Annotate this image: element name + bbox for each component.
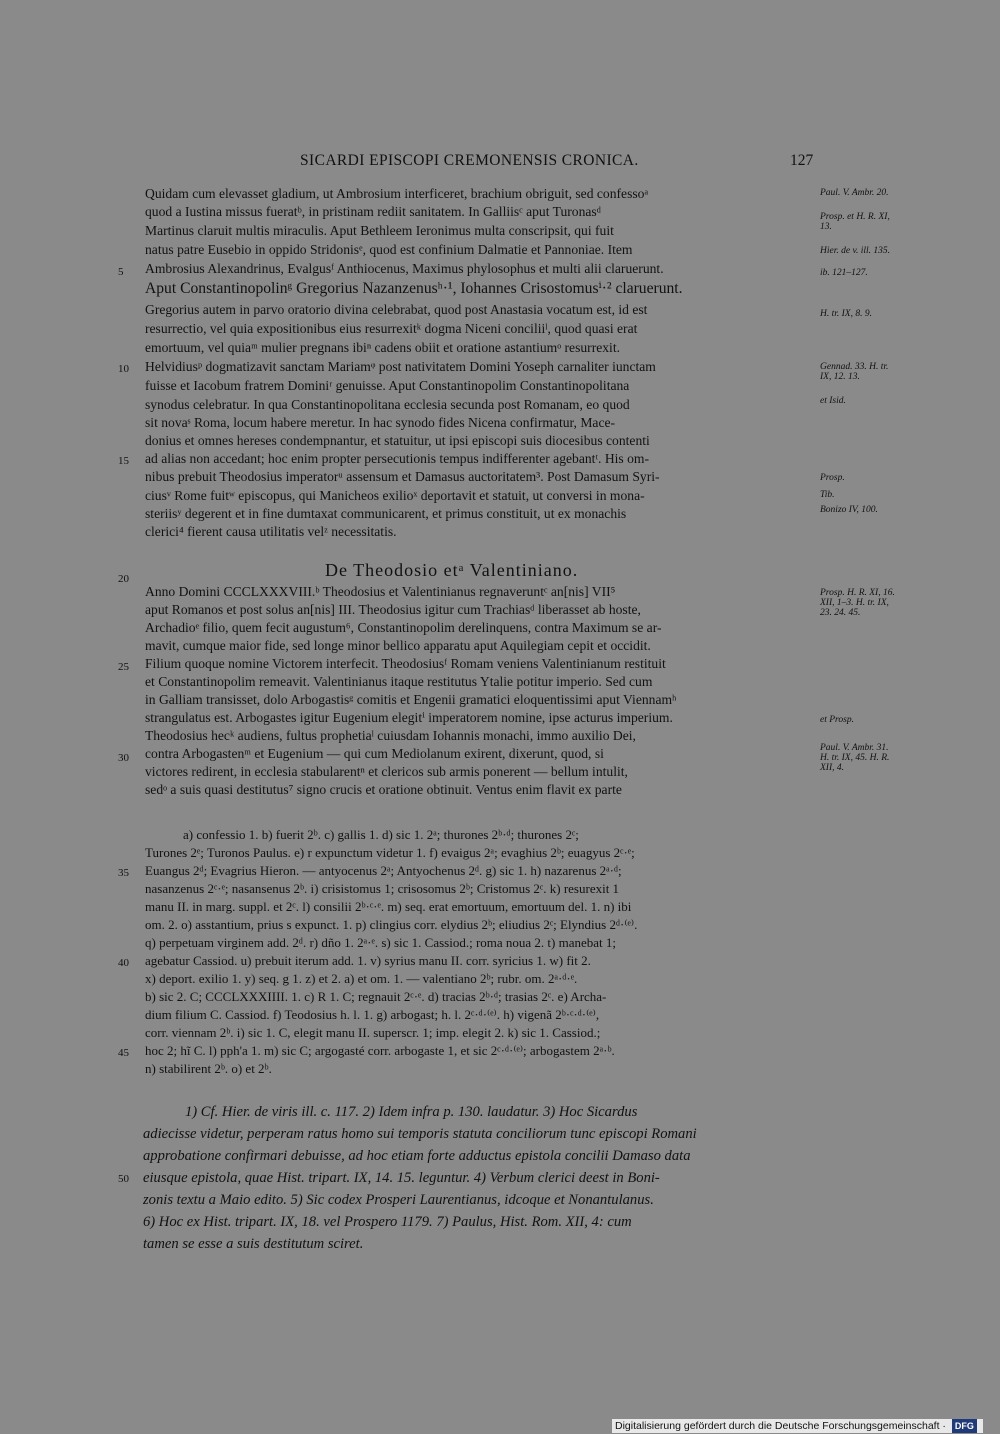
text-line: contra Arbogastenᵐ et Eugenium — qui cum Mediolanum exirent, dixerunt, quod, si	[145, 746, 604, 761]
margin-note: Prosp.	[820, 473, 845, 483]
text-line: fuisse et Iacobum fratrem Dominiʳ genuisse. Aput Constantinopolim Constantinopolitana	[145, 378, 630, 393]
margin-note: Prosp. et H. R. XI, 13.	[820, 212, 890, 232]
text-line: victores redirent, in ecclesia stabularentⁿ et clericos sub armis ponerent — bellum intulit,	[145, 764, 628, 779]
footnote-line: 6) Hoc ex Hist. tripart. IX, 18. vel Prospero 1179. 7) Paulus, Hist. Rom. XII, 4: cum	[143, 1214, 632, 1230]
margin-note: et Prosp.	[820, 715, 854, 725]
margin-note: Hier. de v. ill. 135.	[820, 246, 891, 256]
text-line: sit novaˢ Roma, locum habere meretur. In hac synodo fides Nicena confirmatur, Mace-	[145, 415, 616, 430]
text-line: in Galliam transisset, dolo Arbogastisᵍ comitis et Engenii gramatici eloquentissimi aput Viennamʰ	[145, 692, 677, 707]
footnote-line: tamen se esse a suis destitutum sciret.	[143, 1236, 364, 1252]
margin-note: ib. 121–127.	[820, 268, 868, 278]
text-line: Gregorius autem in parvo oratorio divina celebrabat, quod post Anastasia vocatum est, id est	[145, 302, 648, 317]
line-number: 30	[118, 752, 129, 764]
variant-line: n) stabilirent 2ᵇ. o) et 2ᵇ.	[145, 1061, 272, 1076]
variant-line: x) deport. exilio 1. y) seq. g 1. z) et 2. a) et om. 1. — valentiano 2ᵇ; rubr. om. 2ᵃ·ᵈ·ᵉ.	[145, 971, 578, 986]
line-number: 50	[118, 1173, 129, 1185]
margin-note: Bonizo IV, 100.	[820, 505, 878, 515]
variant-line: Euangus 2ᵈ; Evagrius Hieron. — antyocenus 2ᵃ; Antyochenus 2ᵈ. g) sic 1. h) nazarenus 2ᵃ·ᵈ;	[145, 863, 622, 878]
footnote-line: 1) Cf. Hier. de viris ill. c. 117. 2) Idem infra p. 130. laudatur. 3) Hoc Sicardus	[185, 1104, 638, 1120]
text-line: et Constantinopolim remeavit. Valentinianus itaque restitutus Ytalie potitur imperio. Sed cum	[145, 674, 653, 689]
variant-line: manu II. in marg. suppl. et 2ᶜ. l) consilii 2ᵇ·ᶜ·ᵉ. m) seq. erat emortuum, emortuum del. 1. n) ibi	[145, 899, 632, 914]
text-line: clerici⁴ fierent causa utilitatis velᶻ necessitatis.	[145, 524, 397, 539]
text-line: sedᵒ a suis quasi destitutus⁷ signo crucis et oratione obtinuit. Ventus enim flavit ex parte	[145, 782, 622, 797]
text-line: Filium quoque nomine Victorem interfecit. Theodosiusᶠ Romam veniens Valentinianum restituit	[145, 656, 666, 671]
text-line: Aput Constantinopolinᵍ Gregorius Nazanzenusʰ·¹, Iohannes Crisostomusⁱ·² claruerunt.	[145, 280, 683, 297]
footnote-line: zonis textu a Maio edito. 5) Sic codex Prosperi Laurentianus, idcoque et Nonantulanus.	[143, 1192, 654, 1208]
variant-line: hoc 2; hĩ C. l) pph'a 1. m) sic C; argogasté corr. arbogaste 1, et sic 2ᶜ·ᵈ·⁽ᵉ⁾; arbogastem 2ᵃ·ᵇ.	[145, 1043, 615, 1058]
text-line: Theodosius hecᵏ audiens, fultus prophetiaˡ cuiusdam Iohannis monachi, immo auxilio Dei,	[145, 728, 636, 743]
funding-text: Digitalisierung gefördert durch die Deutsche Forschungsgemeinschaft ·	[615, 1420, 946, 1432]
margin-note: Prosp. H. R. XI, 16. XII, 1–3. H. tr. IX, 23. 24. 45.	[820, 588, 895, 618]
footnote-line: eiusque epistola, quae Hist. tripart. IX, 14. 15. leguntur. 4) Verbum clerici deest in Boni-	[143, 1170, 660, 1186]
page-number: 127	[790, 152, 814, 169]
text-line: mavit, cumque maior fide, sed longe minor bellico apparatu aput Aquilegiam cepit et occidit.	[145, 638, 651, 653]
text-line: synodus celebratur. In qua Constantinopolitana ecclesia secunda post Romanam, eo quod	[145, 397, 630, 412]
variant-line: nasanzenus 2ᶜ·ᵉ; nasansenus 2ᵇ. i) crisistomus 1; crisosomus 2ᵇ; Cristomus 2ᶜ. k) resurexit 1	[145, 881, 620, 896]
footnote-line: adiecisse videtur, perperam ratus homo sui temporis statuta conciliorum tunc episcopi Romani	[143, 1126, 697, 1142]
text-line: Ambrosius Alexandrinus, Evalgusᶠ Anthiocenus, Maximus phylosophus et multi alii claruerunt.	[145, 261, 664, 276]
margin-note: Paul. V. Ambr. 20.	[820, 188, 889, 198]
variant-line: q) perpetuam virginem add. 2ᵈ. r) dño 1. 2ᵃ·ᵉ. s) sic 1. Cassiod.; roma noua 2. t) manebat 1;	[145, 935, 617, 950]
line-number: 15	[118, 455, 129, 467]
line-number: 40	[118, 957, 129, 969]
margin-note: Gennad. 33. H. tr. IX, 12. 13.	[820, 362, 889, 382]
text-line: emortuum, vel quiaᵐ mulier pregnans ibiⁿ cadens obiit et oratione astantiumᵒ resurrexit.	[145, 340, 621, 355]
text-line: Archadioᵉ filio, quem fecit augustum⁶, Constantinopolim derelinquens, contra Maximum se ar-	[145, 620, 662, 635]
text-line: donius et omnes hereses condempnantur, et statuitur, ut ipsi episcopi suis diocesibus contenti	[145, 433, 650, 448]
variant-line: om. 2. o) asstantium, prius s expunct. 1. p) clingius corr. elydius 2ᵇ; eliudius 2ᶜ; Elyndius 2ᵈ·⁽ᵉ⁾.	[145, 917, 638, 932]
variant-line: Turones 2ᵉ; Turonos Paulus. e) r expunctum videtur 1. f) evaigus 2ᵃ; evaghius 2ᵇ; euagyus 2ᶜ·ᵉ;	[145, 845, 635, 860]
text-line: aput Romanos et post solus an[nis] III. Theodosius igitur cum Trachiasᵈ liberasset ab hoste,	[145, 602, 641, 617]
text-line: Martinus claruit multis miraculis. Aput Bethleem Ieronimus multa conscripsit, qui fuit	[145, 223, 614, 238]
section-title: De Theodosio etᵃ Valentiniano.	[325, 560, 579, 580]
margin-note: Paul. V. Ambr. 31. H. tr. IX, 45. H. R. XII, 4.	[820, 743, 890, 773]
line-number: 25	[118, 661, 129, 673]
dfg-logo: DFG	[952, 1419, 977, 1433]
text-line: nibus prebuit Theodosius imperatorᵘ assensum et Damasus auctoritatem³. Post Damasum Syri-	[145, 469, 660, 484]
line-number: 45	[118, 1047, 129, 1059]
running-title: SICARDI EPISCOPI CREMONENSIS CRONICA.	[300, 152, 639, 169]
variant-line: b) sic 2. C; CCCLXXXIIII. 1. c) R 1. C; regnauit 2ᶜ·ᵉ. d) tracias 2ᵇ·ᵈ; trasias 2ᶜ. e) Archa-	[145, 989, 607, 1004]
text-line: resurrectio, vel quia expositionibus eius resurrexitᵏ dogma Niceni conciliiˡ, quod quasi erat	[145, 321, 638, 336]
margin-note: et Isid.	[820, 396, 846, 406]
footnote-line: approbatione confirmari debuisse, ad hoc etiam forte adductus epistola concilii Damaso data	[143, 1148, 691, 1164]
variant-line: dium filium C. Cassiod. f) Teodosius h. l. 1. g) arbogast; h. l. 2ᶜ·ᵈ·⁽ᵉ⁾. h) vigenã 2ᵇ·ᶜ·ᵈ·⁽ᵉ⁾,	[145, 1007, 600, 1022]
text-line: steriisʸ degerent et in fine dumtaxat communicarent, et primus constituit, ut ex monachis	[145, 506, 627, 521]
text-line: ad alias non accedant; hoc enim propter persecutionis tempus indifferenter agebantᵗ. His om-	[145, 451, 650, 466]
margin-note: Tib.	[820, 490, 835, 500]
text-line: strangulatus est. Arbogastes igitur Eugenium elegitⁱ imperatorem nomine, ipse acturus imperium.	[145, 710, 673, 725]
variant-line: corr. viennam 2ᵇ. i) sic 1. C, elegit manu II. superscr. 1; imp. elegit 2. k) sic 1. Cassiod.;	[145, 1025, 601, 1040]
margin-note: H. tr. IX, 8. 9.	[820, 309, 872, 319]
text-line: quod a Iustina missus fueratᵇ, in pristinam rediit sanitatem. In Galliisᶜ aput Turonasᵈ	[145, 204, 601, 219]
funding-footer	[612, 1419, 983, 1433]
text-line: Quidam cum elevasset gladium, ut Ambrosium interficeret, brachium obriguit, sed confessoᵃ	[145, 186, 649, 201]
text-line: natus patre Eusebio in oppido Stridonisᵉ, quod est confinium Dalmatie et Pannoniae. Item	[145, 242, 633, 257]
line-number: 5	[118, 266, 124, 278]
line-number: 10	[118, 363, 129, 375]
variant-line: a) confessio 1. b) fuerit 2ᵇ. c) gallis 1. d) sic 1. 2ᵃ; thurones 2ᵇ·ᵈ; thurones 2ᶜ;	[183, 827, 579, 842]
text-line: ciusᵛ Rome fuitʷ episcopus, qui Manicheos exilioˣ deportavit et statuit, ut conversi in mona-	[145, 488, 645, 503]
line-number: 35	[118, 867, 129, 879]
variant-line: agebatur Cassiod. u) prebuit iterum add. 1. v) syrius manu II. corr. syricius 1. w) fit 2.	[145, 953, 591, 968]
line-number: 20	[118, 573, 129, 585]
text-line: Anno Domini CCCLXXXVIII.ᵇ Theodosius et Valentinianus regnaveruntᶜ an[nis] VII⁵	[145, 584, 616, 599]
text-line: Helvidiusᵖ dogmatizavit sanctam Mariamᵠ post nativitatem Domini Yoseph carnaliter iunctam	[145, 359, 656, 374]
